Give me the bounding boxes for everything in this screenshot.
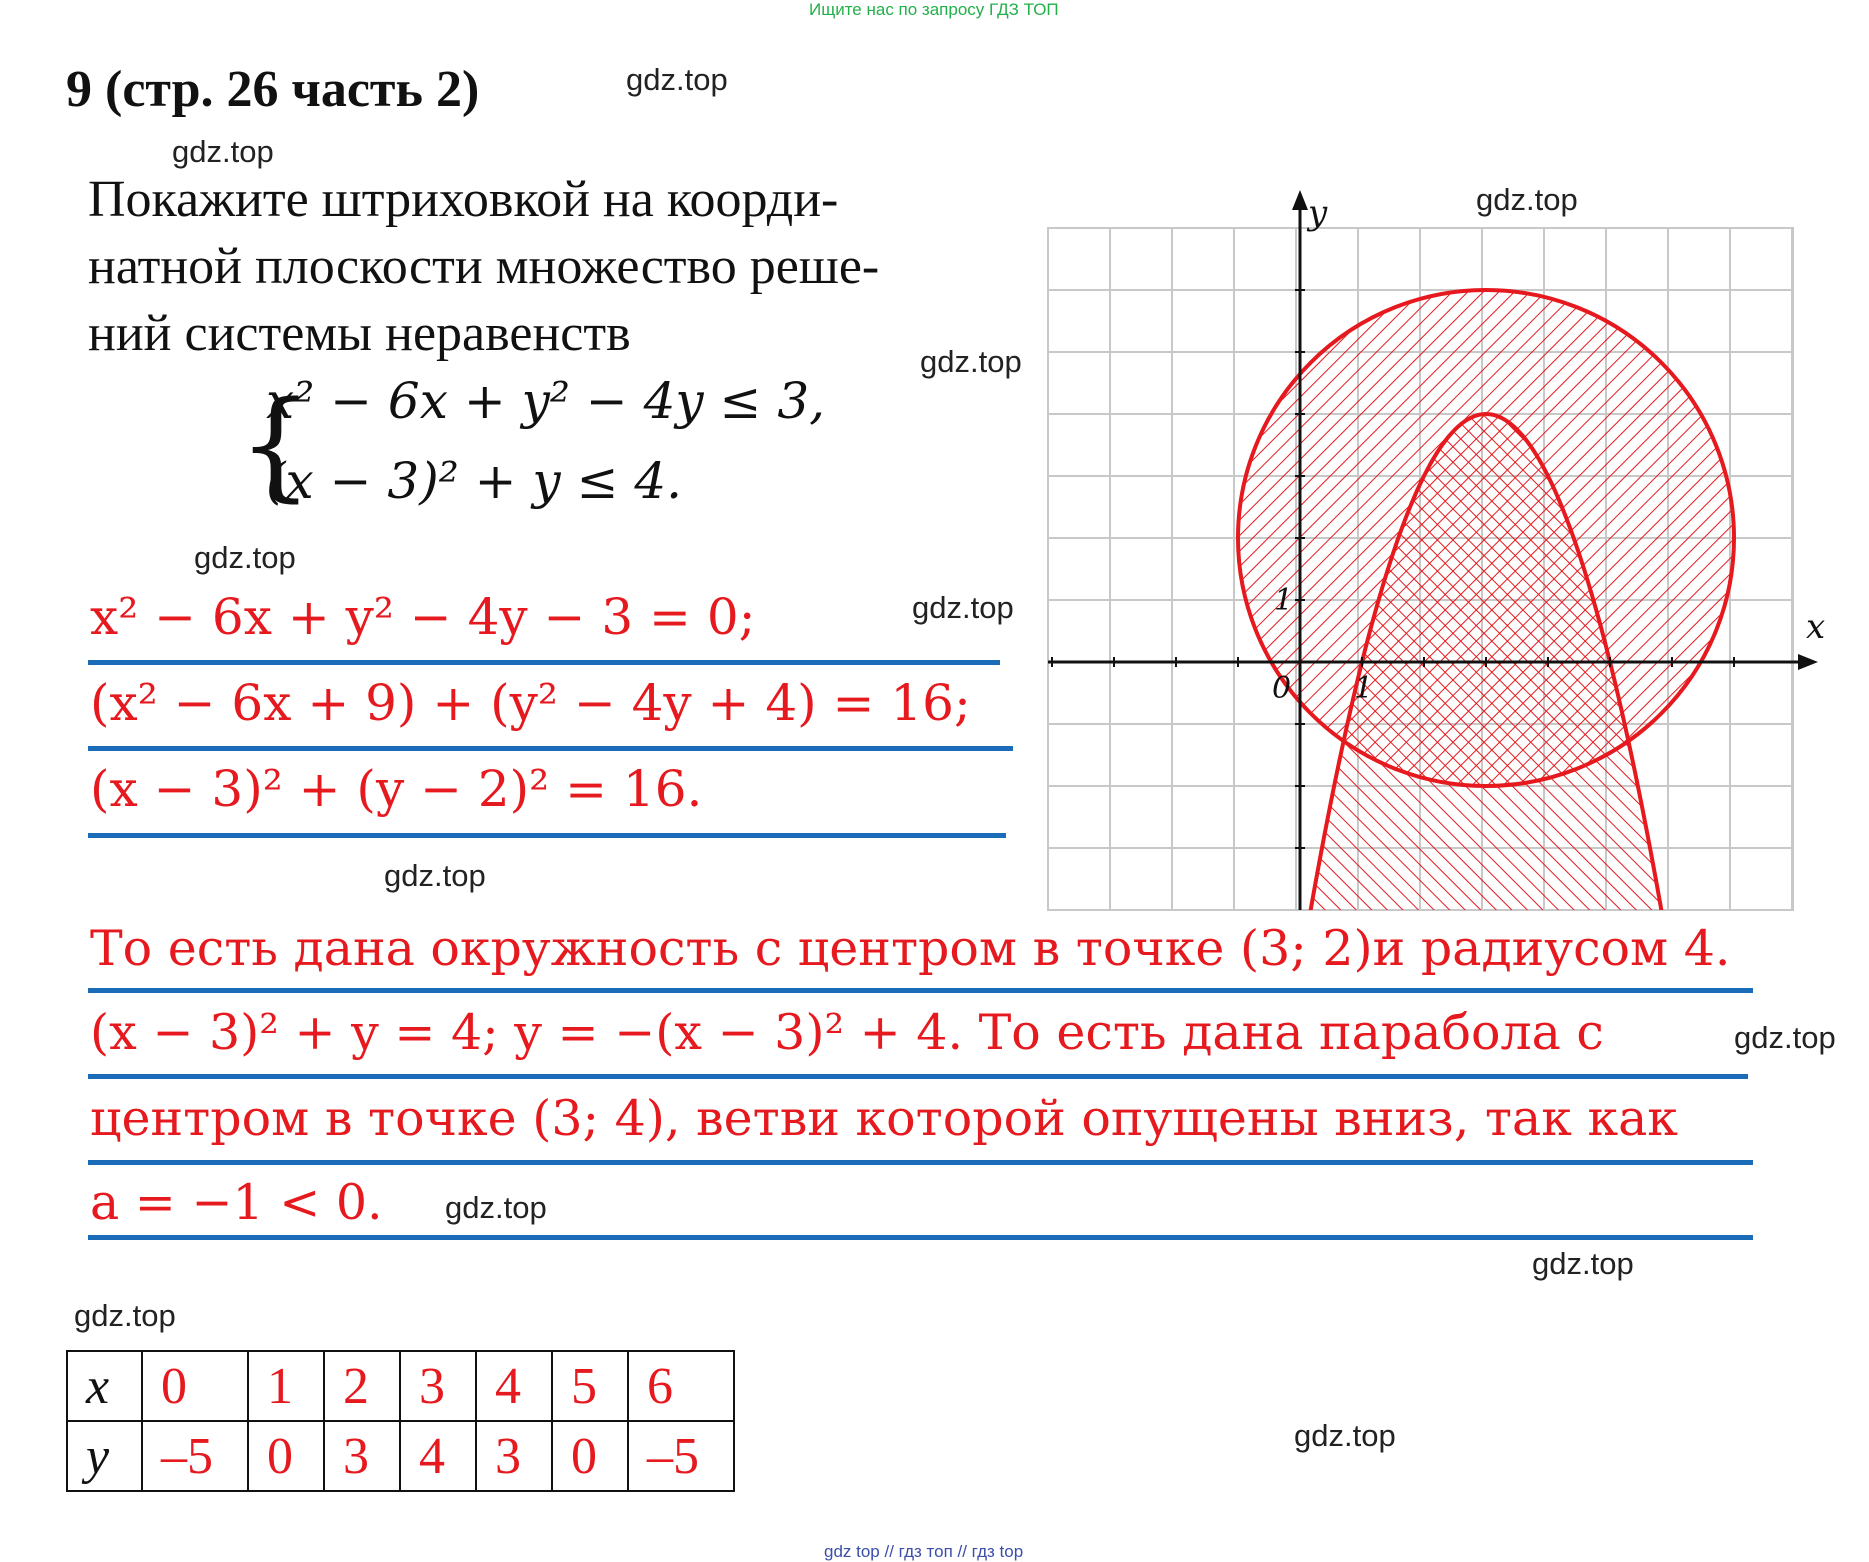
table-cell: 5: [552, 1351, 628, 1421]
y-axis-arrow: [1292, 190, 1308, 210]
watermark: gdz.top: [74, 1298, 176, 1333]
table-row-x: [67, 1351, 734, 1421]
task-text: [88, 166, 879, 367]
task-line-3: ний системы неравенств: [88, 305, 631, 362]
watermark: gdz.top: [1476, 182, 1578, 217]
underline-rule: [88, 660, 1000, 665]
underline-rule: [88, 833, 1006, 838]
x-axis-label: x: [1806, 607, 1826, 647]
coordinate-graph: [1040, 190, 1826, 920]
table-cell: 4: [400, 1421, 476, 1491]
top-search-note: Ищите нас по запросу ГДЗ ТОП: [809, 0, 1059, 19]
table-cell: 1: [248, 1351, 324, 1421]
watermark: gdz.top: [384, 858, 486, 893]
watermark: gdz.top: [1294, 1418, 1396, 1453]
watermark: gdz.top: [626, 62, 728, 97]
table-header-y: y: [67, 1421, 142, 1491]
watermark: gdz.top: [194, 540, 296, 575]
watermark: gdz.top: [920, 344, 1022, 379]
y-unit-label: 1: [1274, 583, 1294, 618]
solution-line-2: (x² − 6x + 9) + (y² − 4y + 4) = 16;: [90, 674, 971, 732]
underline-rule: [88, 1074, 1748, 1079]
table-cell: 0: [248, 1421, 324, 1491]
solution-line-4: То есть дана окружность с центром в точке (3; 2)и радиусом 4.: [90, 920, 1731, 977]
solution-line-6: центром в точке (3; 4), ветви которой опущены вниз, так как: [90, 1090, 1678, 1147]
table-header-x: x: [67, 1351, 142, 1421]
table-cell: 3: [476, 1421, 552, 1491]
watermark: gdz.top: [172, 134, 274, 169]
solution-line-7: a = −1 < 0.: [90, 1174, 383, 1231]
solution-line-5: (x − 3)² + y = 4; y = −(x − 3)² + 4. То есть дана парабола с: [90, 1004, 1604, 1061]
watermark: gdz.top: [1532, 1246, 1634, 1281]
table-cell: 2: [324, 1351, 400, 1421]
x-axis-arrow: [1798, 654, 1818, 670]
watermark: gdz.top: [1734, 1020, 1836, 1055]
underline-rule: [88, 988, 1753, 993]
table-cell: 0: [552, 1421, 628, 1491]
table-cell: –5: [142, 1421, 248, 1491]
system-brace: {: [238, 375, 314, 513]
watermark: gdz.top: [445, 1190, 547, 1225]
table-cell: 0: [142, 1351, 248, 1421]
x-unit-label: 1: [1354, 671, 1374, 706]
system-inequality-2: (x − 3)² + y ≤ 4.: [266, 452, 683, 510]
origin-label: 0: [1272, 671, 1292, 706]
system-inequality-1: x² − 6x + y² − 4y ≤ 3,: [266, 372, 826, 430]
bottom-site-note: gdz top // гдз топ // гдз top: [824, 1542, 1024, 1561]
underline-rule: [88, 746, 1013, 751]
table-cell: 4: [476, 1351, 552, 1421]
table-row-y: [67, 1421, 734, 1491]
y-axis-label: y: [1308, 193, 1328, 233]
task-line-2: натной плоскости множество реше-: [88, 238, 880, 295]
solution-line-3: (x − 3)² + (y − 2)² = 16.: [90, 760, 703, 818]
underline-rule: [88, 1160, 1753, 1165]
values-table: [66, 1350, 735, 1492]
underline-rule: [88, 1235, 1753, 1240]
watermark: gdz.top: [912, 590, 1014, 625]
table-cell: –5: [628, 1421, 734, 1491]
solution-line-1: x² − 6x + y² − 4y − 3 = 0;: [90, 588, 756, 646]
exercise-title: 9 (стр. 26 часть 2): [66, 61, 480, 118]
table-cell: 6: [628, 1351, 734, 1421]
table-cell: 3: [400, 1351, 476, 1421]
table-cell: 3: [324, 1421, 400, 1491]
task-line-1: Покажите штриховкой на коорди-: [88, 171, 839, 228]
